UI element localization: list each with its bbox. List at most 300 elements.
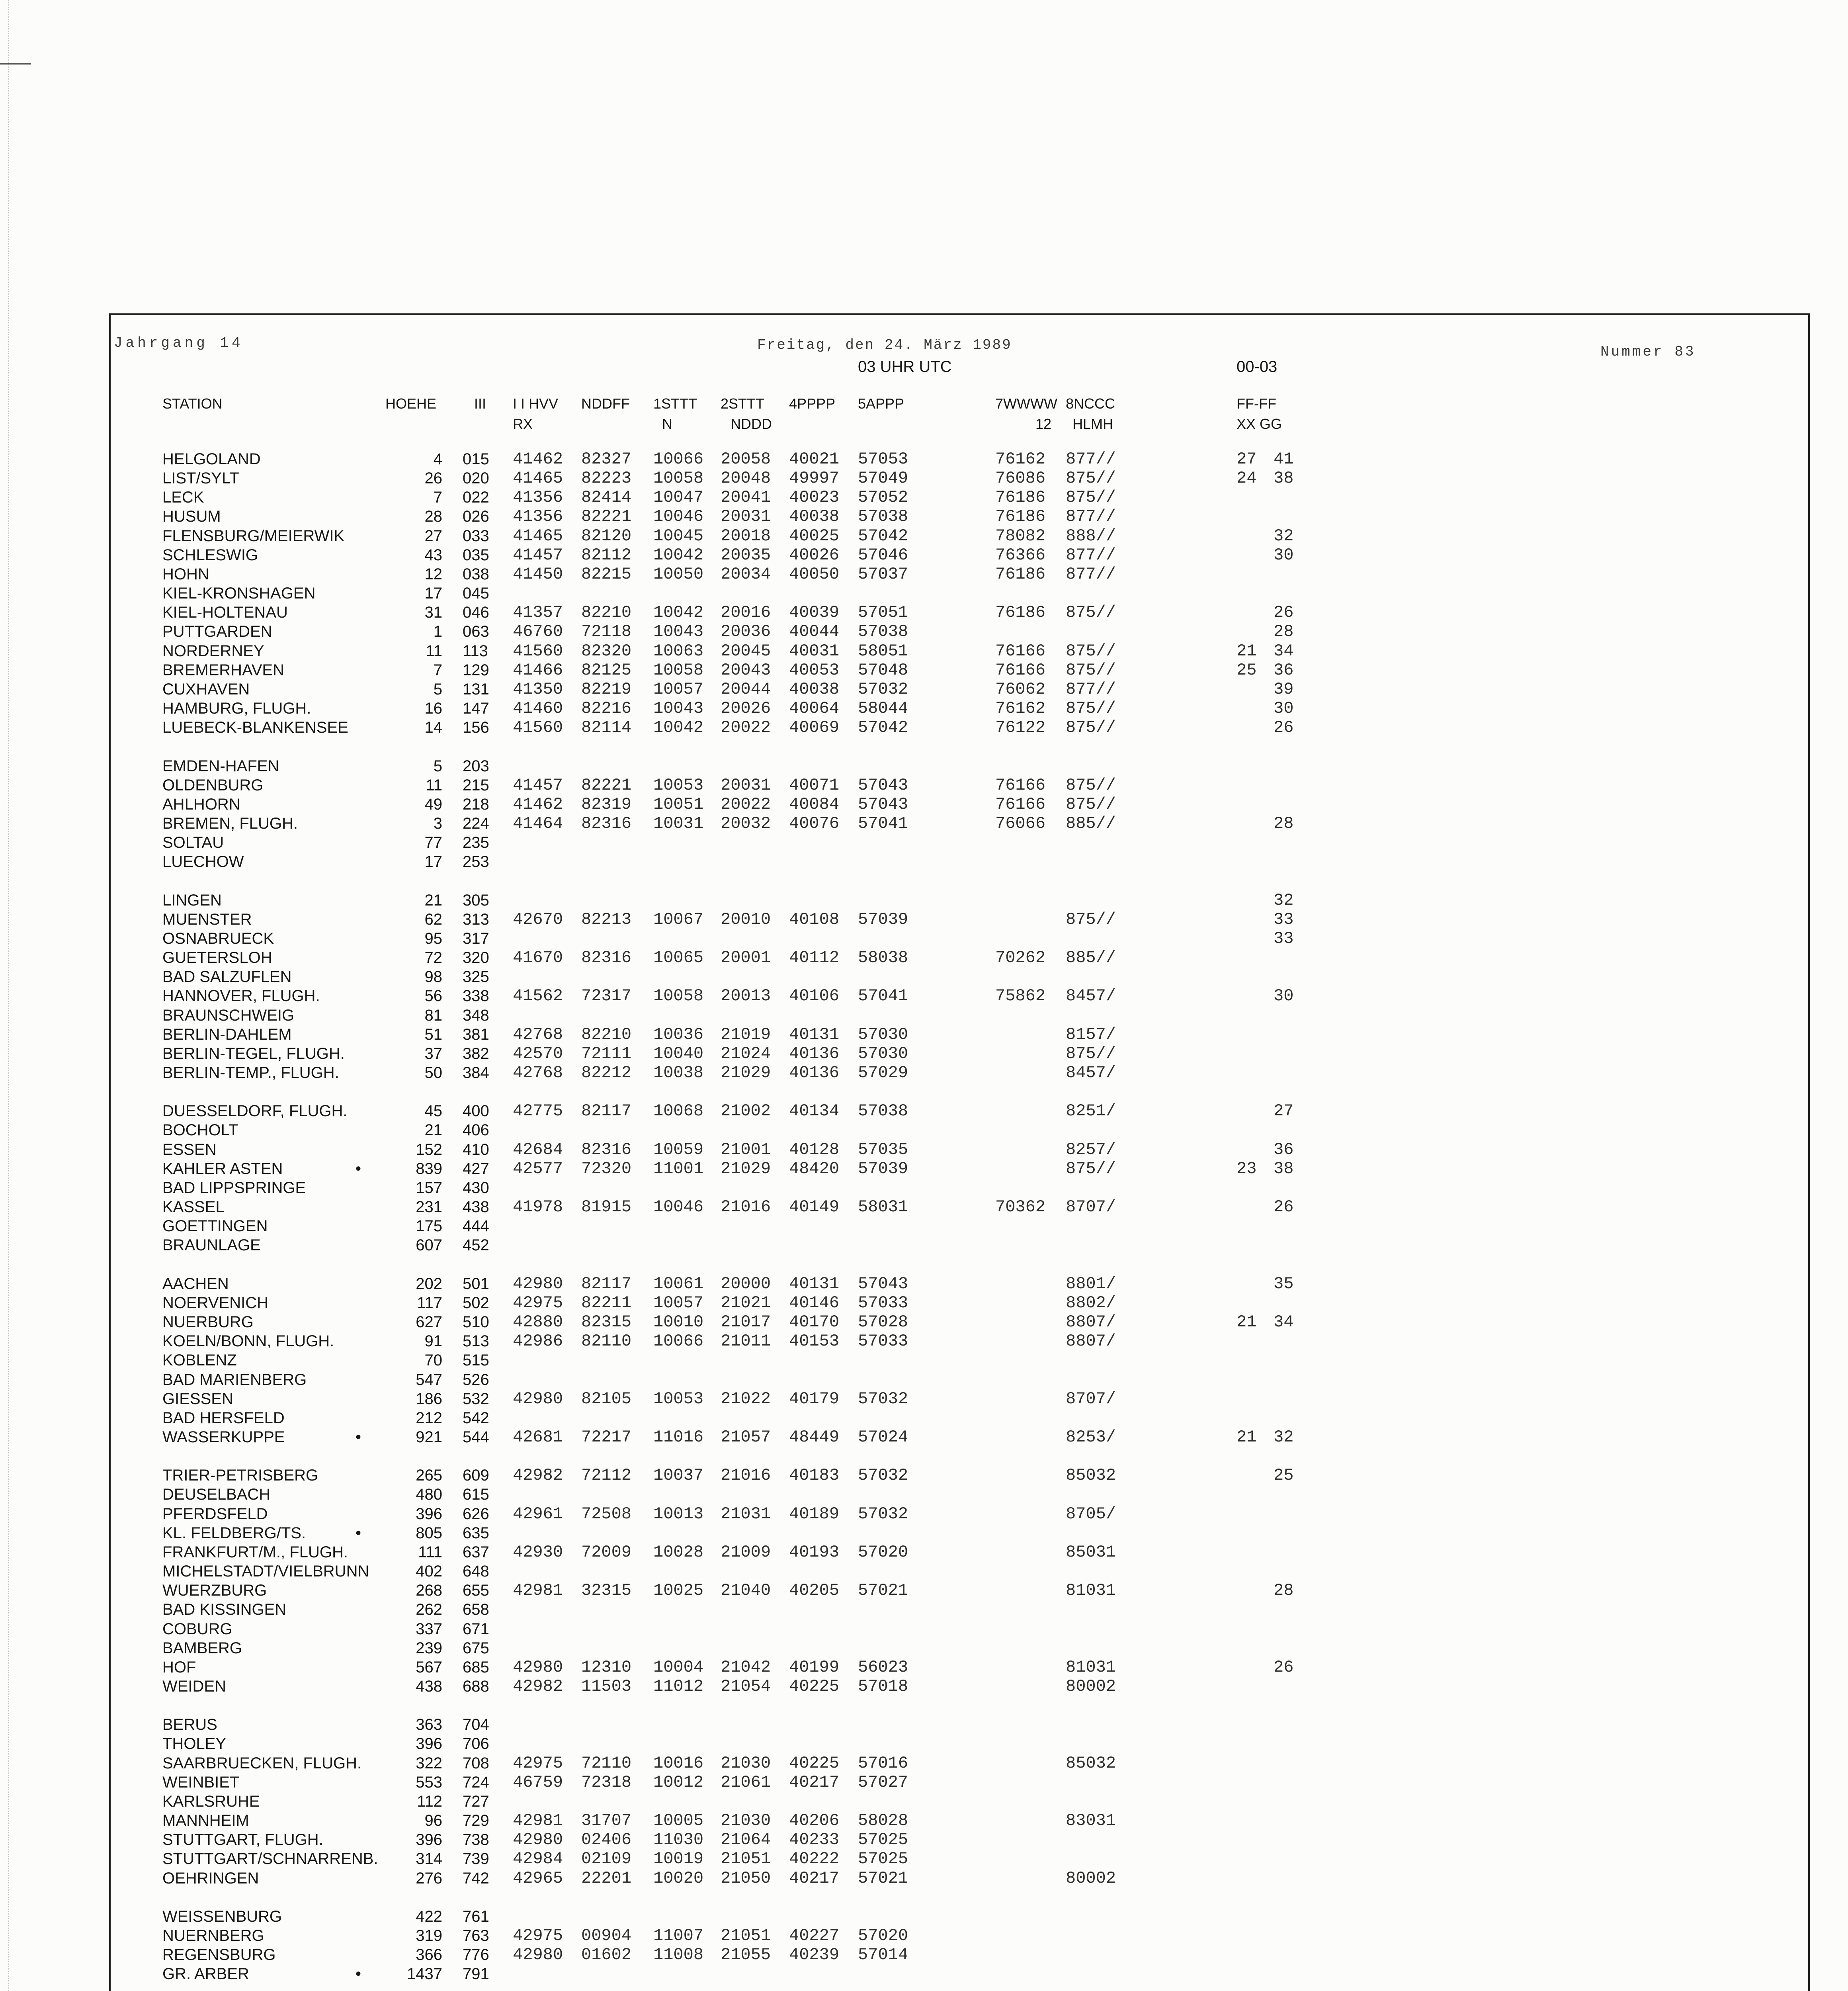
station-name: OSNABRUECK [162,929,274,947]
code-4pppp: 40189 [789,1504,840,1524]
code-5appp: 57048 [858,660,908,680]
code-2sttt: 20044 [721,679,771,699]
code-iihvv: 46760 [513,622,563,642]
station-height: 77 [424,834,442,852]
station-index: 655 [463,1582,489,1600]
table-row [0,1964,1848,1983]
table-row [0,526,1848,546]
code-1sttt: 10067 [653,909,704,929]
station-height: 7 [433,661,442,679]
code-iihvv: 41560 [513,641,563,661]
code-nddff: 12310 [581,1657,632,1677]
station-group [0,891,1848,1083]
code-4pppp: 40044 [789,622,840,642]
station-height: 1437 [407,1965,442,1983]
station-height: 627 [416,1313,442,1331]
station-height: 553 [416,1773,442,1791]
code-8nccc: 875// [1066,909,1116,929]
code-5appp: 57024 [858,1427,908,1447]
code-2sttt: 20022 [721,718,771,737]
station-index: 708 [463,1754,489,1772]
code-1sttt: 10059 [653,1140,704,1159]
station-name: GUETERSLOH [162,949,272,967]
station-height: 81 [424,1006,442,1024]
station-group [0,1907,1848,1984]
code-2sttt: 21029 [721,1063,771,1082]
gust-ff-gg: 36 [1274,660,1294,680]
table-row [0,1006,1848,1025]
code-nddff: 82316 [581,814,632,833]
column-header-7wwww: 7WWWW [995,395,1057,412]
station-index: 224 [463,814,489,832]
code-1sttt: 10040 [653,1044,704,1063]
station-height: 396 [416,1735,442,1753]
code-nddff: 82212 [581,1063,632,1082]
code-1sttt: 10028 [653,1542,704,1562]
gust-ff-gg: 32 [1274,890,1294,910]
gust-ff-xx: 21 [1237,1427,1257,1447]
table-row [0,1485,1848,1504]
code-nddff: 72508 [581,1504,632,1524]
station-height: 62 [424,910,442,928]
code-8nccc: 885// [1066,814,1116,833]
code-nddff: 72118 [581,622,632,642]
station-name: THOLEY [162,1735,227,1753]
code-5appp: 57043 [858,794,908,814]
station-group [0,1466,1848,1696]
code-1sttt: 10038 [653,1063,704,1082]
station-index: 637 [463,1543,489,1561]
gust-ff-gg: 32 [1274,526,1294,546]
code-iihvv: 42880 [513,1312,563,1332]
station-height: 21 [424,891,442,909]
gust-ff-gg: 32 [1274,1427,1294,1447]
station-height: 322 [416,1754,442,1772]
table-row [0,1504,1848,1524]
code-iihvv: 41450 [513,564,563,584]
code-7wwww: 76162 [995,450,1046,469]
station-height: 438 [416,1678,442,1695]
code-8nccc: 8801/ [1066,1274,1116,1293]
table-row [0,584,1848,603]
station-name: KL. FELDBERG/TS. [162,1524,306,1542]
code-nddff: 82414 [581,488,632,507]
code-iihvv: 42984 [513,1849,563,1869]
gust-ff-gg: 36 [1274,1140,1294,1159]
station-name: HOF [162,1658,196,1676]
code-8nccc: 875// [1066,488,1116,507]
code-iihvv: 42570 [513,1044,563,1063]
station-height: 239 [416,1639,442,1657]
table-row [0,1524,1848,1543]
station-height: 480 [416,1486,442,1504]
code-1sttt: 10016 [653,1753,704,1773]
station-index: 671 [463,1620,489,1638]
code-1sttt: 10042 [653,718,704,737]
code-nddff: 82210 [581,603,632,622]
station-height: 152 [416,1140,442,1158]
code-2sttt: 21057 [721,1427,771,1447]
station-index: 526 [463,1371,489,1389]
table-row [0,622,1848,641]
station-index: 738 [463,1831,489,1849]
code-4pppp: 40193 [789,1542,840,1562]
code-7wwww: 76122 [995,718,1046,737]
code-8nccc: 8807/ [1066,1332,1116,1351]
code-2sttt: 20018 [721,526,771,546]
station-name: OLDENBURG [162,776,264,794]
station-index: 742 [463,1869,489,1887]
code-7wwww: 76166 [995,794,1046,814]
code-4pppp: 40050 [789,564,840,584]
code-2sttt: 21021 [721,1293,771,1312]
code-1sttt: 10025 [653,1581,704,1600]
code-nddff: 81915 [581,1197,632,1217]
report-period: 00-03 [1237,358,1278,376]
station-name: TRIER-PETRISBERG [162,1467,318,1484]
column-header-iihvv: I I HVV [513,395,559,412]
code-5appp: 57042 [858,526,908,546]
station-name: SCHLESWIG [162,546,258,564]
code-1sttt: 10019 [653,1849,704,1869]
code-8nccc: 875// [1066,641,1116,661]
column-header-1sttt: 1STTT [653,395,697,412]
station-index: 400 [463,1102,489,1120]
station-index: 020 [463,469,489,487]
station-name: BERLIN-DAHLEM [162,1025,292,1043]
code-4pppp: 48420 [789,1159,840,1178]
table-row [0,948,1848,967]
station-name: NORDERNEY [162,642,264,660]
station-index: 729 [463,1812,489,1830]
code-8nccc: 8457/ [1066,986,1116,1006]
code-4pppp: 48449 [789,1427,840,1447]
code-5appp: 57032 [858,679,908,699]
code-1sttt: 10061 [653,1274,704,1293]
station-height: 17 [424,585,442,602]
code-5appp: 57028 [858,1312,908,1332]
station-name: PFERDSFELD [162,1505,268,1523]
code-8nccc: 8253/ [1066,1427,1116,1447]
code-5appp: 57041 [858,986,908,1006]
station-height: 45 [424,1102,442,1120]
code-1sttt: 10058 [653,660,704,680]
station-index: 218 [463,795,489,813]
code-4pppp: 40149 [789,1197,840,1217]
code-iihvv: 41356 [513,507,563,526]
station-index: 685 [463,1658,489,1676]
code-4pppp: 40199 [789,1657,840,1677]
code-8nccc: 877// [1066,507,1116,526]
station-index: 406 [463,1121,489,1139]
station-height: 117 [417,1294,442,1312]
station-index: 063 [463,623,489,641]
station-name: AHLHORN [162,795,240,813]
table-row [0,1428,1848,1447]
code-4pppp: 40233 [789,1830,840,1850]
code-5appp: 57032 [858,1466,908,1485]
table-row [0,1734,1848,1753]
station-index: 203 [463,757,489,775]
station-name: NOERVENICH [162,1294,268,1312]
code-5appp: 57039 [858,1159,908,1178]
code-8nccc: 8802/ [1066,1293,1116,1312]
code-iihvv: 42965 [513,1868,563,1888]
table-row [0,1312,1848,1332]
gust-ff-gg: 26 [1274,603,1294,622]
code-nddff: 82125 [581,660,632,680]
table-row [0,1811,1848,1830]
code-nddff: 82215 [581,564,632,584]
code-iihvv: 41457 [513,545,563,565]
code-1sttt: 10046 [653,507,704,526]
table-row [0,1370,1848,1389]
code-nddff: 82110 [581,1332,632,1351]
station-name: DEUSELBACH [162,1486,271,1504]
station-index: 430 [463,1179,489,1197]
code-4pppp: 40136 [789,1063,840,1082]
code-2sttt: 20036 [721,622,771,642]
station-name: HUSUM [162,508,221,526]
station-height: 72 [424,949,442,967]
code-2sttt: 21064 [721,1830,771,1850]
code-iihvv: 42975 [513,1753,563,1773]
code-5appp: 57041 [858,814,908,833]
code-4pppp: 40021 [789,450,840,469]
code-8nccc: 875// [1066,469,1116,488]
code-2sttt: 21030 [721,1753,771,1773]
code-1sttt: 10043 [653,699,704,718]
gust-ff-xx: 25 [1237,660,1257,680]
table-row [0,1639,1848,1658]
code-2sttt: 20035 [721,545,771,565]
code-nddff: 72318 [581,1772,632,1792]
code-7wwww: 70362 [995,1197,1046,1217]
code-nddff: 72317 [581,986,632,1006]
code-iihvv: 42684 [513,1140,563,1159]
code-2sttt: 21061 [721,1772,771,1792]
station-name: BAD MARIENBERG [162,1371,307,1389]
station-name: BAD SALZUFLEN [162,968,292,986]
station-index: 739 [463,1850,489,1868]
gust-ff-gg: 33 [1274,909,1294,929]
station-height: 14 [424,719,442,737]
table-row [0,1619,1848,1639]
code-1sttt: 10057 [653,1293,704,1312]
code-1sttt: 10047 [653,488,704,507]
table-row [0,776,1848,795]
station-height: 31 [424,604,442,622]
code-2sttt: 20048 [721,469,771,488]
station-height: 11 [426,776,442,794]
code-iihvv: 42982 [513,1677,563,1696]
code-1sttt: 11001 [653,1159,704,1178]
code-nddff: 72217 [581,1427,632,1447]
code-8nccc: 8251/ [1066,1101,1116,1121]
code-8nccc: 8705/ [1066,1504,1116,1524]
table-row [0,1025,1848,1044]
code-8nccc: 875// [1066,603,1116,622]
code-1sttt: 10031 [653,814,704,833]
station-name: KIEL-HOLTENAU [162,604,288,622]
station-name: ESSEN [162,1140,217,1158]
station-name: KIEL-KRONSHAGEN [162,585,316,602]
code-iihvv: 41562 [513,986,563,1006]
table-row [0,795,1848,814]
code-2sttt: 21016 [721,1197,771,1217]
station-index: 381 [463,1025,489,1043]
code-nddff: 82211 [581,1293,632,1312]
code-iihvv: 41457 [513,775,563,795]
station-name: BAMBERG [162,1639,242,1657]
station-height: 337 [416,1620,442,1638]
table-row [0,967,1848,986]
table-row [0,1044,1848,1063]
station-height: 95 [424,929,442,947]
station-name: WUERZBURG [162,1582,267,1600]
code-7wwww: 70262 [995,948,1046,968]
station-index: 648 [463,1563,489,1580]
station-index: 609 [463,1467,489,1484]
code-5appp: 57032 [858,1504,908,1524]
station-name: BRAUNSCHWEIG [162,1006,295,1024]
code-5appp: 57014 [858,1945,908,1965]
table-row [0,661,1848,680]
code-8nccc: 875// [1066,775,1116,795]
code-nddff: 82319 [581,794,632,814]
code-4pppp: 40084 [789,794,840,814]
code-1sttt: 10046 [653,1197,704,1217]
station-height: 547 [416,1371,442,1389]
code-nddff: 82221 [581,775,632,795]
station-height: 319 [416,1927,442,1945]
station-index: 113 [463,642,488,660]
code-5appp: 57016 [858,1753,908,1773]
station-height: 37 [424,1044,442,1062]
code-5appp: 57029 [858,1063,908,1082]
gust-ff-gg: 35 [1274,1274,1294,1293]
code-1sttt: 11008 [653,1945,704,1965]
code-5appp: 57020 [858,1926,908,1946]
station-index: 542 [463,1409,489,1427]
code-7wwww: 76086 [995,469,1046,488]
code-2sttt: 21054 [721,1677,771,1696]
code-7wwww: 76162 [995,699,1046,718]
table-row [0,1351,1848,1370]
column-header-iii: III [474,395,486,412]
column-header-8nccc: 8NCCC [1066,395,1115,412]
column-subheader-rx: RX [513,416,533,432]
code-iihvv: 41465 [513,469,563,488]
code-nddff: 82117 [581,1101,632,1121]
code-nddff: 22201 [581,1868,632,1888]
station-name: BAD KISSINGEN [162,1601,287,1619]
table-row [0,1658,1848,1677]
code-iihvv: 42980 [513,1945,563,1965]
station-height: 268 [416,1582,442,1600]
code-2sttt: 21051 [721,1926,771,1946]
station-group [0,450,1848,737]
table-row [0,450,1848,469]
code-5appp: 57033 [858,1332,908,1351]
gust-ff-gg: 34 [1274,641,1294,661]
code-2sttt: 21040 [721,1581,771,1600]
code-2sttt: 20010 [721,909,771,929]
code-2sttt: 21024 [721,1044,771,1063]
code-nddff: 82219 [581,679,632,699]
code-nddff: 72111 [581,1044,632,1063]
station-group [0,757,1848,872]
code-7wwww: 76166 [995,775,1046,795]
code-iihvv: 41464 [513,814,563,833]
code-1sttt: 10042 [653,545,704,565]
code-4pppp: 40064 [789,699,840,718]
station-height: 112 [417,1792,442,1810]
code-8nccc: 8457/ [1066,1063,1116,1082]
code-8nccc: 877// [1066,564,1116,584]
gust-ff-gg: 33 [1274,929,1294,948]
station-index: 635 [463,1524,489,1542]
mountain-station-marker: • [356,1524,361,1542]
station-table [0,450,1848,1991]
code-2sttt: 21042 [721,1657,771,1677]
code-2sttt: 21017 [721,1312,771,1332]
code-5appp: 57043 [858,775,908,795]
code-2sttt: 20016 [721,603,771,622]
code-5appp: 57030 [858,1044,908,1063]
station-index: 626 [463,1505,489,1523]
station-index: 131 [463,680,489,698]
code-7wwww: 76366 [995,545,1046,565]
station-name: WEISSENBURG [162,1907,282,1925]
station-index: 615 [463,1486,489,1504]
code-iihvv: 42975 [513,1293,563,1312]
station-index: 382 [463,1044,489,1062]
gust-ff-gg: 26 [1274,1197,1294,1217]
table-row [0,1869,1848,1888]
column-subheader-xx-gg: XX GG [1237,416,1282,432]
code-8nccc: 885// [1066,948,1116,968]
code-8nccc: 8257/ [1066,1140,1116,1159]
code-5appp: 57046 [858,545,908,565]
column-header-2sttt: 2STTT [721,395,765,412]
code-nddff: 72320 [581,1159,632,1178]
station-height: 51 [424,1025,442,1043]
station-index: 215 [463,776,489,794]
code-7wwww: 76166 [995,660,1046,680]
station-index: 501 [463,1275,489,1293]
code-iihvv: 41978 [513,1197,563,1217]
station-index: 046 [463,604,489,622]
code-8nccc: 8157/ [1066,1025,1116,1044]
code-1sttt: 10058 [653,986,704,1006]
station-name: COBURG [162,1620,232,1638]
code-5appp: 58028 [858,1811,908,1831]
station-height: 396 [416,1831,442,1849]
code-iihvv: 42670 [513,909,563,929]
code-2sttt: 21055 [721,1945,771,1965]
code-4pppp: 40217 [789,1868,840,1888]
code-iihvv: 42980 [513,1274,563,1293]
station-height: 202 [416,1275,442,1293]
code-1sttt: 10050 [653,564,704,584]
code-8nccc: 877// [1066,679,1116,699]
code-1sttt: 10063 [653,641,704,661]
code-5appp: 57052 [858,488,908,507]
code-nddff: 72110 [581,1753,632,1773]
station-name: GIESSEN [162,1390,233,1408]
code-2sttt: 20026 [721,699,771,718]
